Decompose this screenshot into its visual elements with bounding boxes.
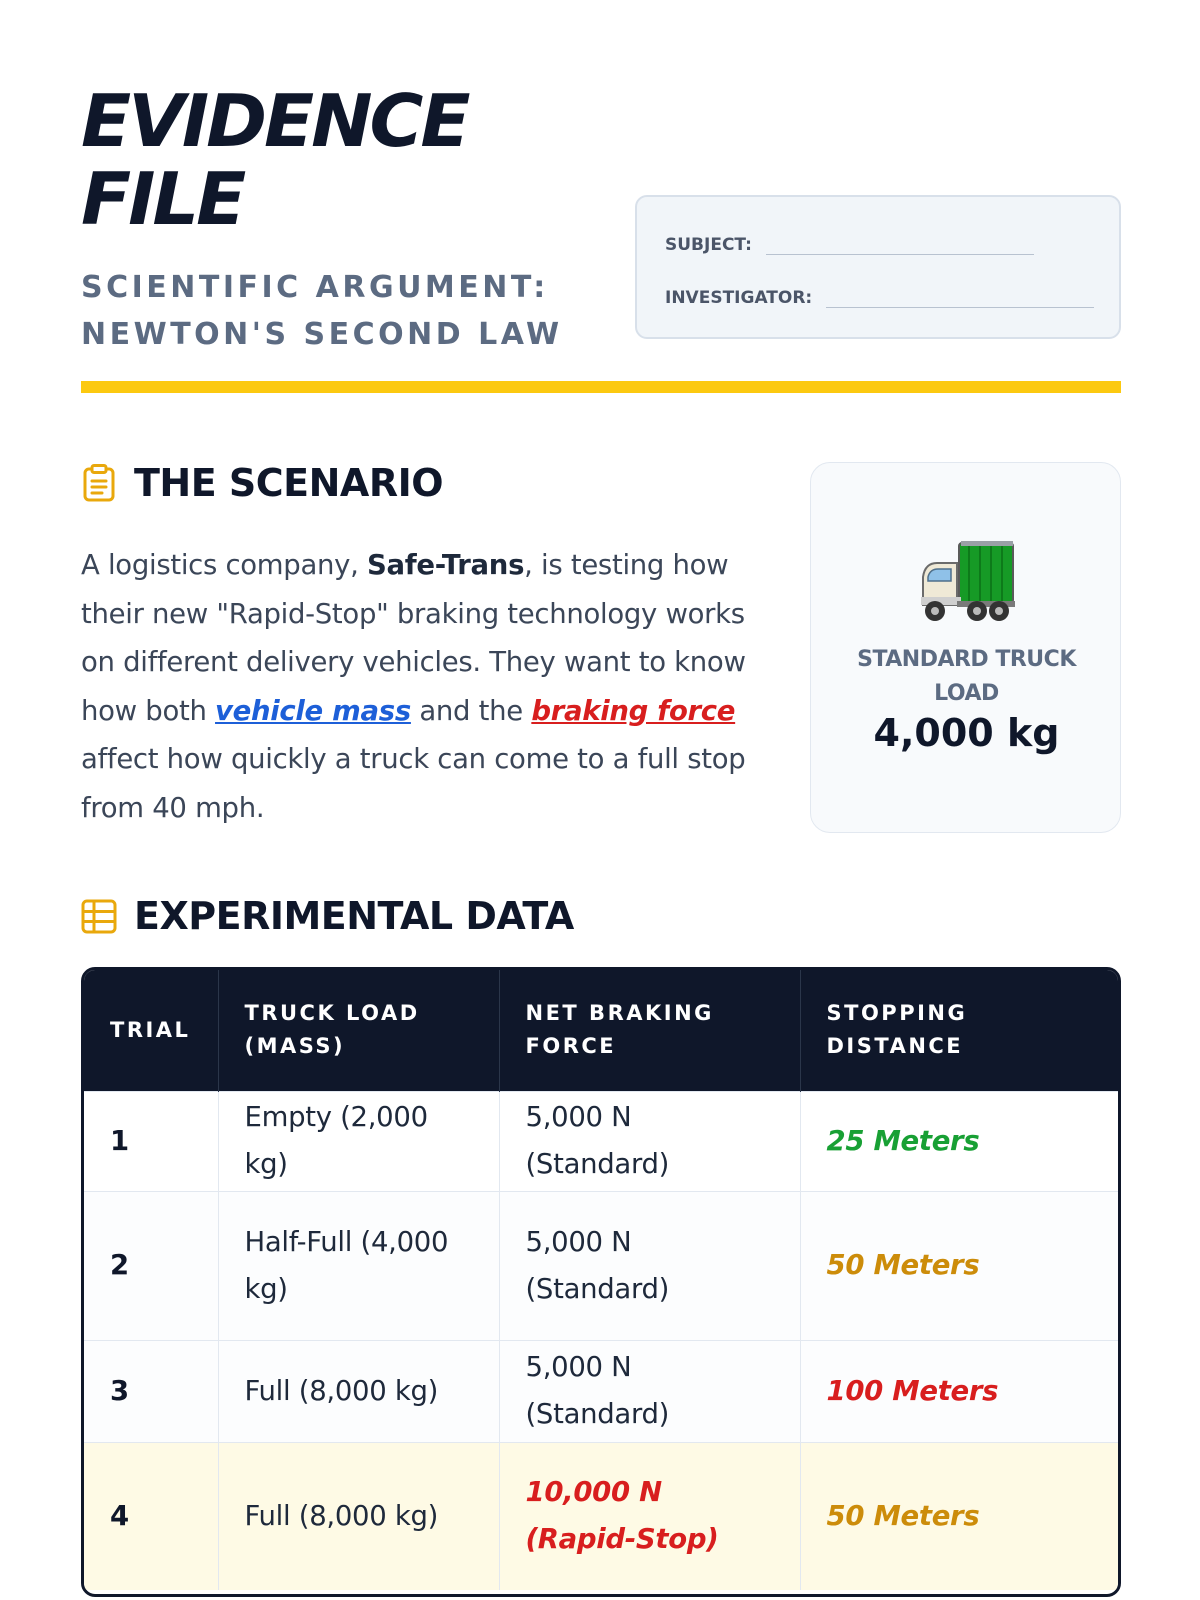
cell-load: Full (8,000 kg) <box>218 1442 499 1590</box>
cell-load: Empty (2,000 kg) <box>218 1091 499 1191</box>
company-name: Safe-Trans <box>366 549 525 581</box>
subject-input-line[interactable] <box>766 235 1034 255</box>
header-divider <box>81 381 1121 393</box>
document-header <box>81 79 1121 352</box>
term-vehicle-mass: vehicle mass <box>215 694 411 727</box>
cell-distance: 50 Meters <box>800 1442 1118 1590</box>
truck-load-card <box>810 462 1121 833</box>
table-row <box>84 1442 1118 1590</box>
investigator-input-line[interactable] <box>826 288 1094 308</box>
cell-trial: 3 <box>84 1340 218 1442</box>
truck-icon <box>917 539 1017 625</box>
cell-force: 5,000 N (Standard) <box>499 1191 800 1340</box>
cell-force: 5,000 N (Standard) <box>499 1340 800 1442</box>
cell-distance: 100 Meters <box>800 1340 1118 1442</box>
term-braking-force: braking force <box>531 694 736 727</box>
experimental-data-table <box>81 967 1121 1597</box>
page-title: EVIDENCE FILE <box>81 79 468 241</box>
cell-distance: 50 Meters <box>800 1191 1118 1340</box>
cell-load: Half-Full (4,000 kg) <box>218 1191 499 1340</box>
scenario-heading <box>81 461 443 505</box>
table-header-row <box>84 970 1118 1091</box>
scenario-title: THE SCENARIO <box>134 461 444 505</box>
table-row <box>84 1191 1118 1340</box>
investigator-field[interactable] <box>665 288 1094 308</box>
table-row <box>84 1340 1118 1442</box>
table-icon <box>81 897 117 935</box>
page-subtitle: SCIENTIFIC ARGUMENT: NEWTON'S SECOND LAW <box>81 270 563 352</box>
cell-trial: 4 <box>84 1442 218 1590</box>
cell-trial: 1 <box>84 1091 218 1191</box>
clipboard-icon <box>81 464 117 502</box>
truck-load-label: STANDARD TRUCK LOAD <box>857 647 1076 706</box>
identity-box <box>635 195 1121 339</box>
col-header-load: TRUCK LOAD (MASS) <box>218 970 499 1091</box>
cell-distance: 25 Meters <box>800 1091 1118 1191</box>
subject-field[interactable] <box>665 235 1034 255</box>
cell-force: 10,000 N (Rapid-Stop) <box>499 1442 800 1590</box>
cell-force: 5,000 N (Standard) <box>499 1091 800 1191</box>
scenario-paragraph: A logistics company, Safe-Trans, is testing how their new "Rapid-Stop" braking technology works on different delivery vehicles. They want to know how both vehicle mass and the braking force affect how quickly a truck can come to a full stop from 40 mph. <box>81 549 746 824</box>
truck-load-value: 4,000 kg <box>873 711 1060 755</box>
subject-label: SUBJECT: <box>665 235 752 255</box>
data-title: EXPERIMENTAL DATA <box>134 894 574 938</box>
col-header-distance: STOPPING DISTANCE <box>800 970 1118 1091</box>
col-header-trial: TRIAL <box>84 970 218 1091</box>
cell-load: Full (8,000 kg) <box>218 1340 499 1442</box>
col-header-force: NET BRAKING FORCE <box>499 970 800 1091</box>
cell-trial: 2 <box>84 1191 218 1340</box>
table-row <box>84 1091 1118 1191</box>
investigator-label: INVESTIGATOR: <box>665 288 813 308</box>
data-heading <box>81 894 574 938</box>
